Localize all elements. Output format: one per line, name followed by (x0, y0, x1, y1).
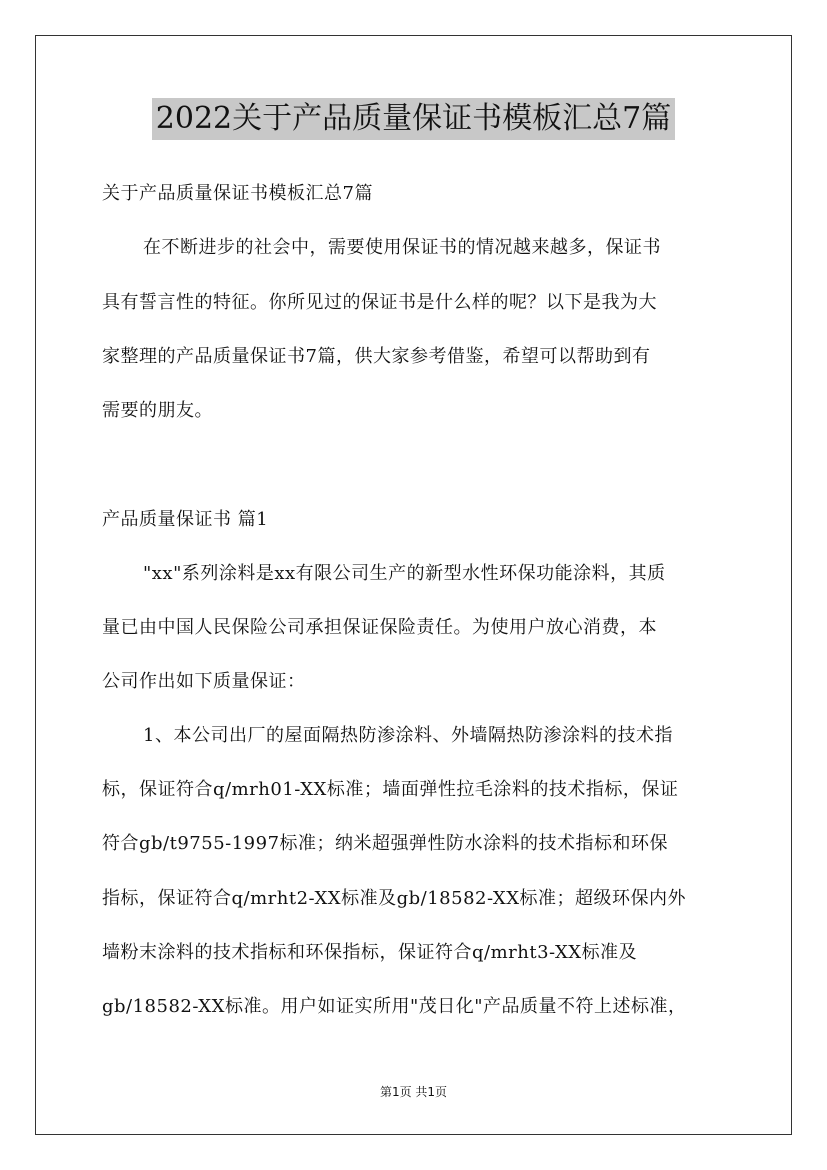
intro-line: 家整理的产品质量保证书7篇，供大家参考借鉴，希望可以帮助到有 (102, 346, 651, 367)
title-container (0, 98, 827, 140)
paragraph-line: 标，保证符合q/mrh01-XX标准；墙面弹性拉毛涂料的技术指标，保证 (102, 779, 679, 800)
paragraph-line: 符合gb/t9755-1997标准；纳米超强弹性防水涂料的技术指标和环保 (102, 833, 669, 854)
intro-line: 需要的朋友。 (102, 400, 213, 421)
paragraph-line: 墙粉末涂料的技术指标和环保指标，保证符合q/mrht3-XX标准及 (102, 942, 638, 963)
paragraph-line: 指标，保证符合q/mrht2-XX标准及gb/18582-XX标准；超级环保内外 (102, 888, 687, 909)
document-title: 2022关于产品质量保证书模板汇总7篇 (152, 98, 675, 140)
section-heading: 产品质量保证书 篇1 (102, 509, 269, 530)
paragraph-line: "xx"系列涂料是xx有限公司生产的新型水性环保功能涂料，其质 (143, 563, 666, 584)
document-subtitle: 关于产品质量保证书模板汇总7篇 (102, 183, 373, 204)
paragraph-line: 量已由中国人民保险公司承担保证保险责任。为使用户放心消费，本 (102, 617, 657, 638)
intro-line: 在不断进步的社会中，需要使用保证书的情况越来越多，保证书 (143, 237, 661, 258)
paragraph-line: 公司作出如下质量保证： (102, 671, 306, 692)
page-footer: 第1页 共1页 (379, 1085, 448, 1099)
intro-line: 具有誓言性的特征。你所见过的保证书是什么样的呢？以下是我为大 (102, 292, 657, 313)
paragraph-line: gb/18582-XX标准。用户如证实所用"茂日化"产品质量不符上述标准， (102, 996, 687, 1017)
paragraph-line: 1、本公司出厂的屋面隔热防渗涂料、外墙隔热防渗涂料的技术指 (143, 725, 673, 746)
